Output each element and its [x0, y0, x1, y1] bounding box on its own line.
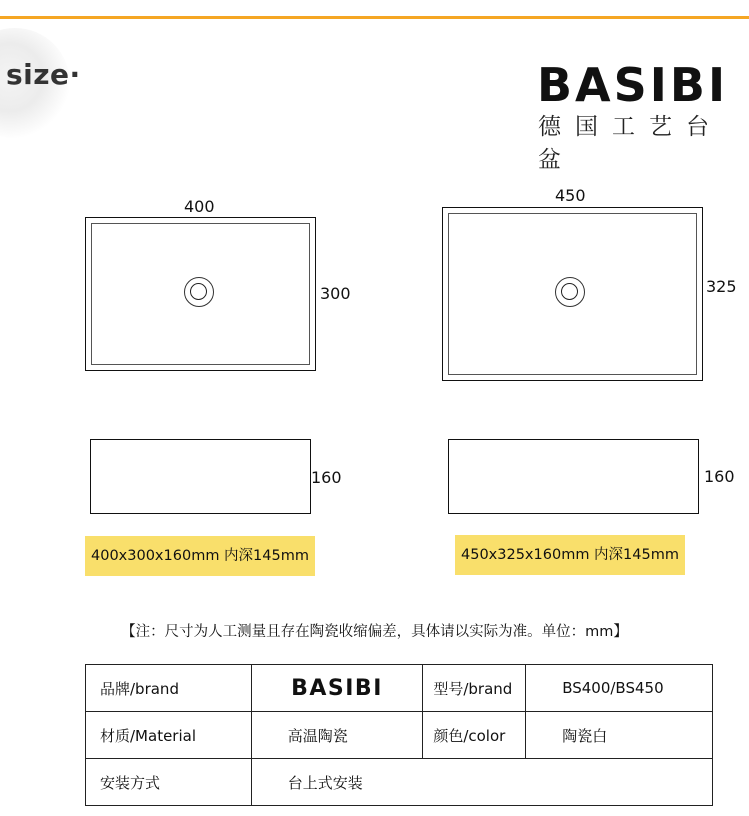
material-label: 材质/Material: [86, 712, 252, 759]
model-label: 型号/brand: [423, 665, 526, 712]
basin-2-side-view: [448, 439, 699, 514]
basin-1-drain-icon: [184, 277, 214, 307]
basin-2-spec-tag: 450x325x160mm 内深145mm: [455, 535, 685, 575]
measurement-note: 【注：尺寸为人工测量且存在陶瓷收缩偏差，具体请以实际为准。单位：mm】: [121, 624, 628, 640]
installation-label: 安装方式: [86, 759, 252, 806]
table-brand-logo: BASIBI: [291, 675, 383, 701]
brand-logo: BASIBI: [537, 58, 729, 112]
basin-2-width-label: 450: [555, 186, 586, 205]
basin-1-depth-label: 300: [320, 284, 351, 303]
basin-2-drain-icon: [555, 277, 585, 307]
brand-value: [251, 665, 423, 712]
installation-value: 台上式安装: [251, 759, 712, 806]
model-value: BS400/BS450: [526, 665, 713, 712]
table-row: [86, 665, 713, 712]
basin-2-height-label: 160: [704, 467, 735, 486]
table-row: [86, 759, 713, 806]
size-heading: size·: [6, 58, 81, 91]
color-value: 陶瓷白: [526, 712, 713, 759]
basin-1-spec-tag: 400x300x160mm 内深145mm: [85, 536, 315, 576]
basin-1-side-view: [90, 439, 311, 514]
basin-1-width-label: 400: [184, 197, 215, 216]
basin-2-depth-label: 325: [706, 277, 737, 296]
spec-table: [85, 664, 713, 806]
material-value: 高温陶瓷: [251, 712, 423, 759]
top-accent-bar: [0, 16, 749, 19]
brand-label: 品牌/brand: [86, 665, 252, 712]
color-label: 颜色/color: [423, 712, 526, 759]
brand-subtitle: 德国工艺台盆: [538, 114, 723, 173]
basin-1-height-label: 160: [311, 468, 342, 487]
table-row: [86, 712, 713, 759]
